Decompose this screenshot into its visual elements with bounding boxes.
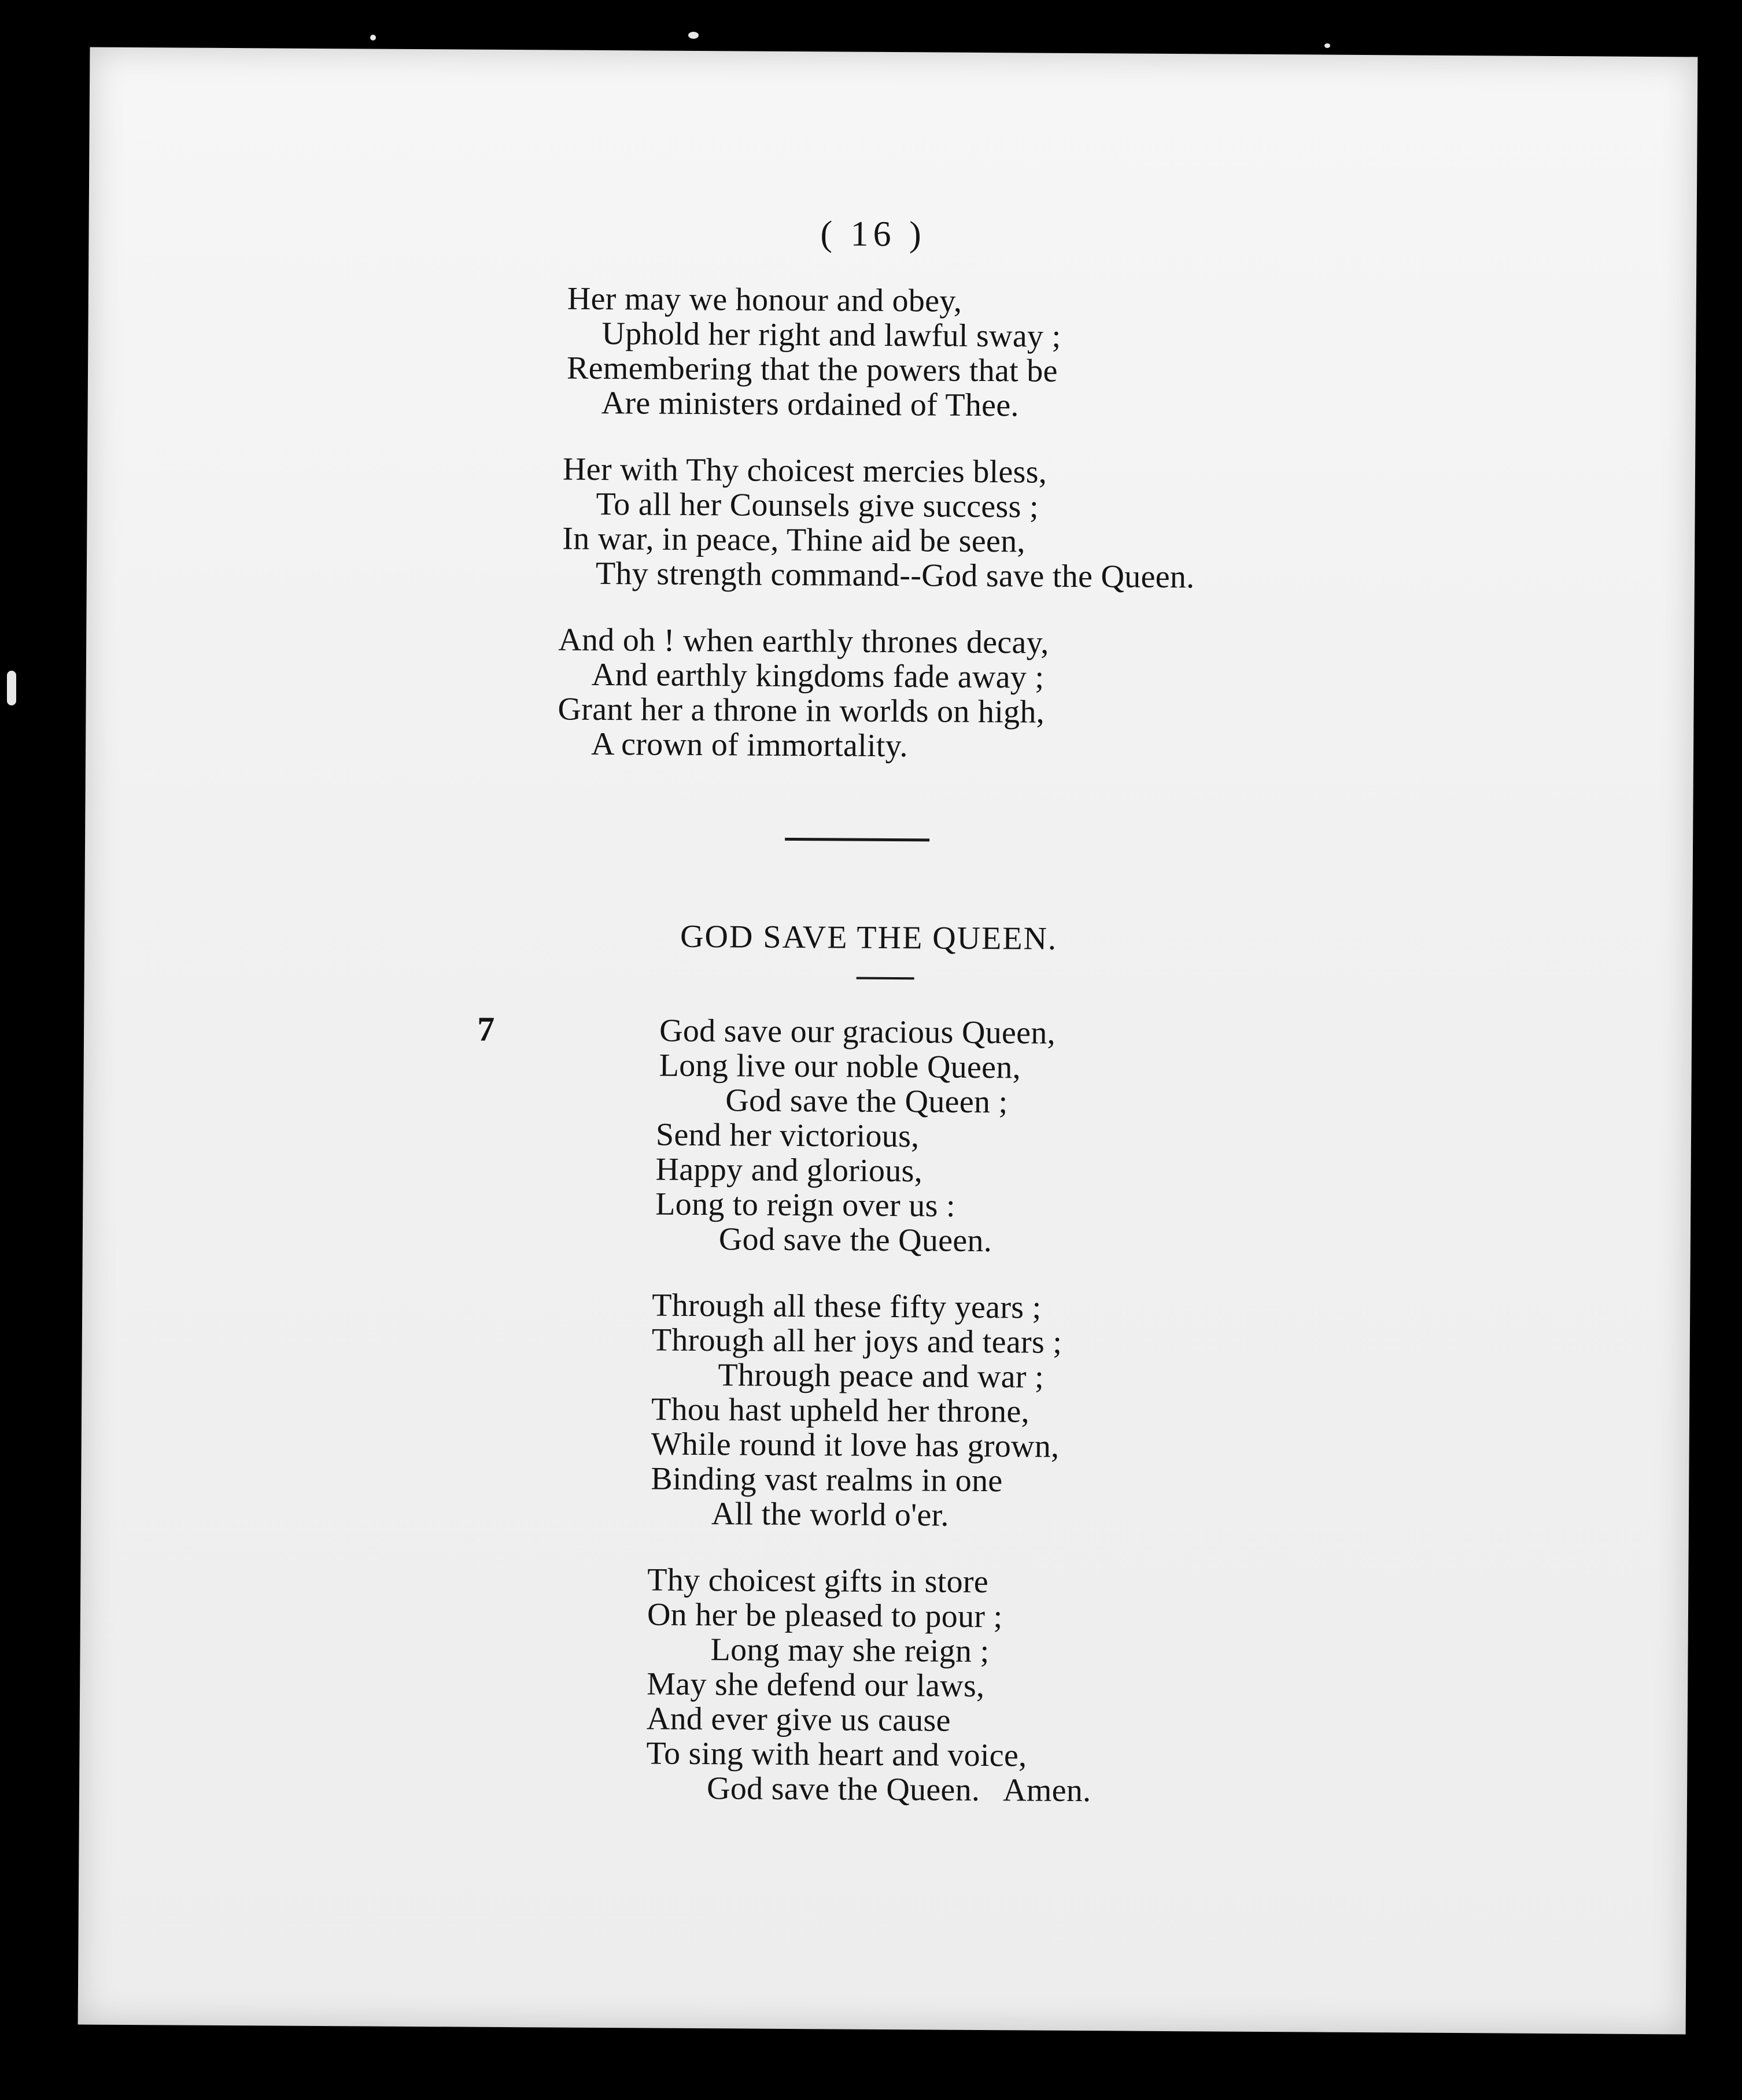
verse-line: Through all her joys and tears ; <box>651 1322 1062 1360</box>
verse-line: God save the Queen. <box>718 1221 992 1259</box>
verse-line: Through all these fifty years ; <box>652 1287 1042 1326</box>
verse-line: Send her victorious, <box>655 1116 920 1155</box>
verse-line: And oh ! when earthly thrones decay, <box>558 622 1049 661</box>
verse-line: Thy choicest gifts in store <box>647 1562 989 1600</box>
verse-line: Her with Thy choicest mercies bless, <box>562 451 1047 490</box>
verse-line: Long to reign over us : <box>655 1186 956 1224</box>
verse-line: A crown of immortality. <box>590 726 908 764</box>
verse-line: Happy and glorious, <box>655 1151 923 1189</box>
verse-line: And earthly kingdoms fade away ; <box>591 656 1045 696</box>
verse-line: To sing with heart and voice, <box>646 1735 1027 1774</box>
verse-line: To all her Counsels give success ; <box>596 486 1039 525</box>
verse-line: Grant her a throne in worlds on high, <box>558 691 1045 730</box>
verse-line: Uphold her right and lawful sway ; <box>601 315 1061 354</box>
verse-line: Remembering that the powers that be <box>566 350 1058 389</box>
verse-line: Her may we honour and obey, <box>567 280 962 319</box>
film-speck <box>370 35 376 40</box>
verse-line: All the world o'er. <box>711 1496 950 1533</box>
verse-line: May she defend our laws, <box>647 1666 985 1705</box>
film-speck <box>7 671 16 705</box>
verse-line: Thy strength command--God save the Queen. <box>595 555 1195 596</box>
page-number: ( 16 ) <box>820 214 927 254</box>
verse-line: Through peace and war ; <box>718 1357 1045 1395</box>
verse-line: Long live our noble Queen, <box>659 1047 1021 1086</box>
verse-line: God save our gracious Queen, <box>659 1012 1056 1051</box>
film-speck <box>1324 43 1330 48</box>
film-speck <box>688 32 699 39</box>
title-underline <box>857 977 914 980</box>
section-divider <box>785 838 929 842</box>
anthem-number: 7 <box>477 1010 495 1048</box>
verse-line: Are ministers ordained of Thee. <box>601 384 1019 424</box>
verse-line: Thou hast upheld her throne, <box>651 1391 1030 1430</box>
verse-line: Long may she reign ; <box>710 1632 990 1670</box>
verse-line: God save the Queen ; <box>725 1082 1008 1121</box>
verse-line: God save the Queen. Amen. <box>706 1770 1091 1809</box>
verse-line: And ever give us cause <box>646 1700 951 1739</box>
verse-line: While round it love has grown, <box>651 1426 1060 1465</box>
verse-line: On her be pleased to pour ; <box>647 1596 1003 1635</box>
book-page <box>78 47 1698 2035</box>
anthem-title: GOD SAVE THE QUEEN. <box>680 918 1058 957</box>
verse-line: In war, in peace, Thine aid be seen, <box>562 520 1025 560</box>
verse-line: Binding vast realms in one <box>651 1461 1003 1499</box>
